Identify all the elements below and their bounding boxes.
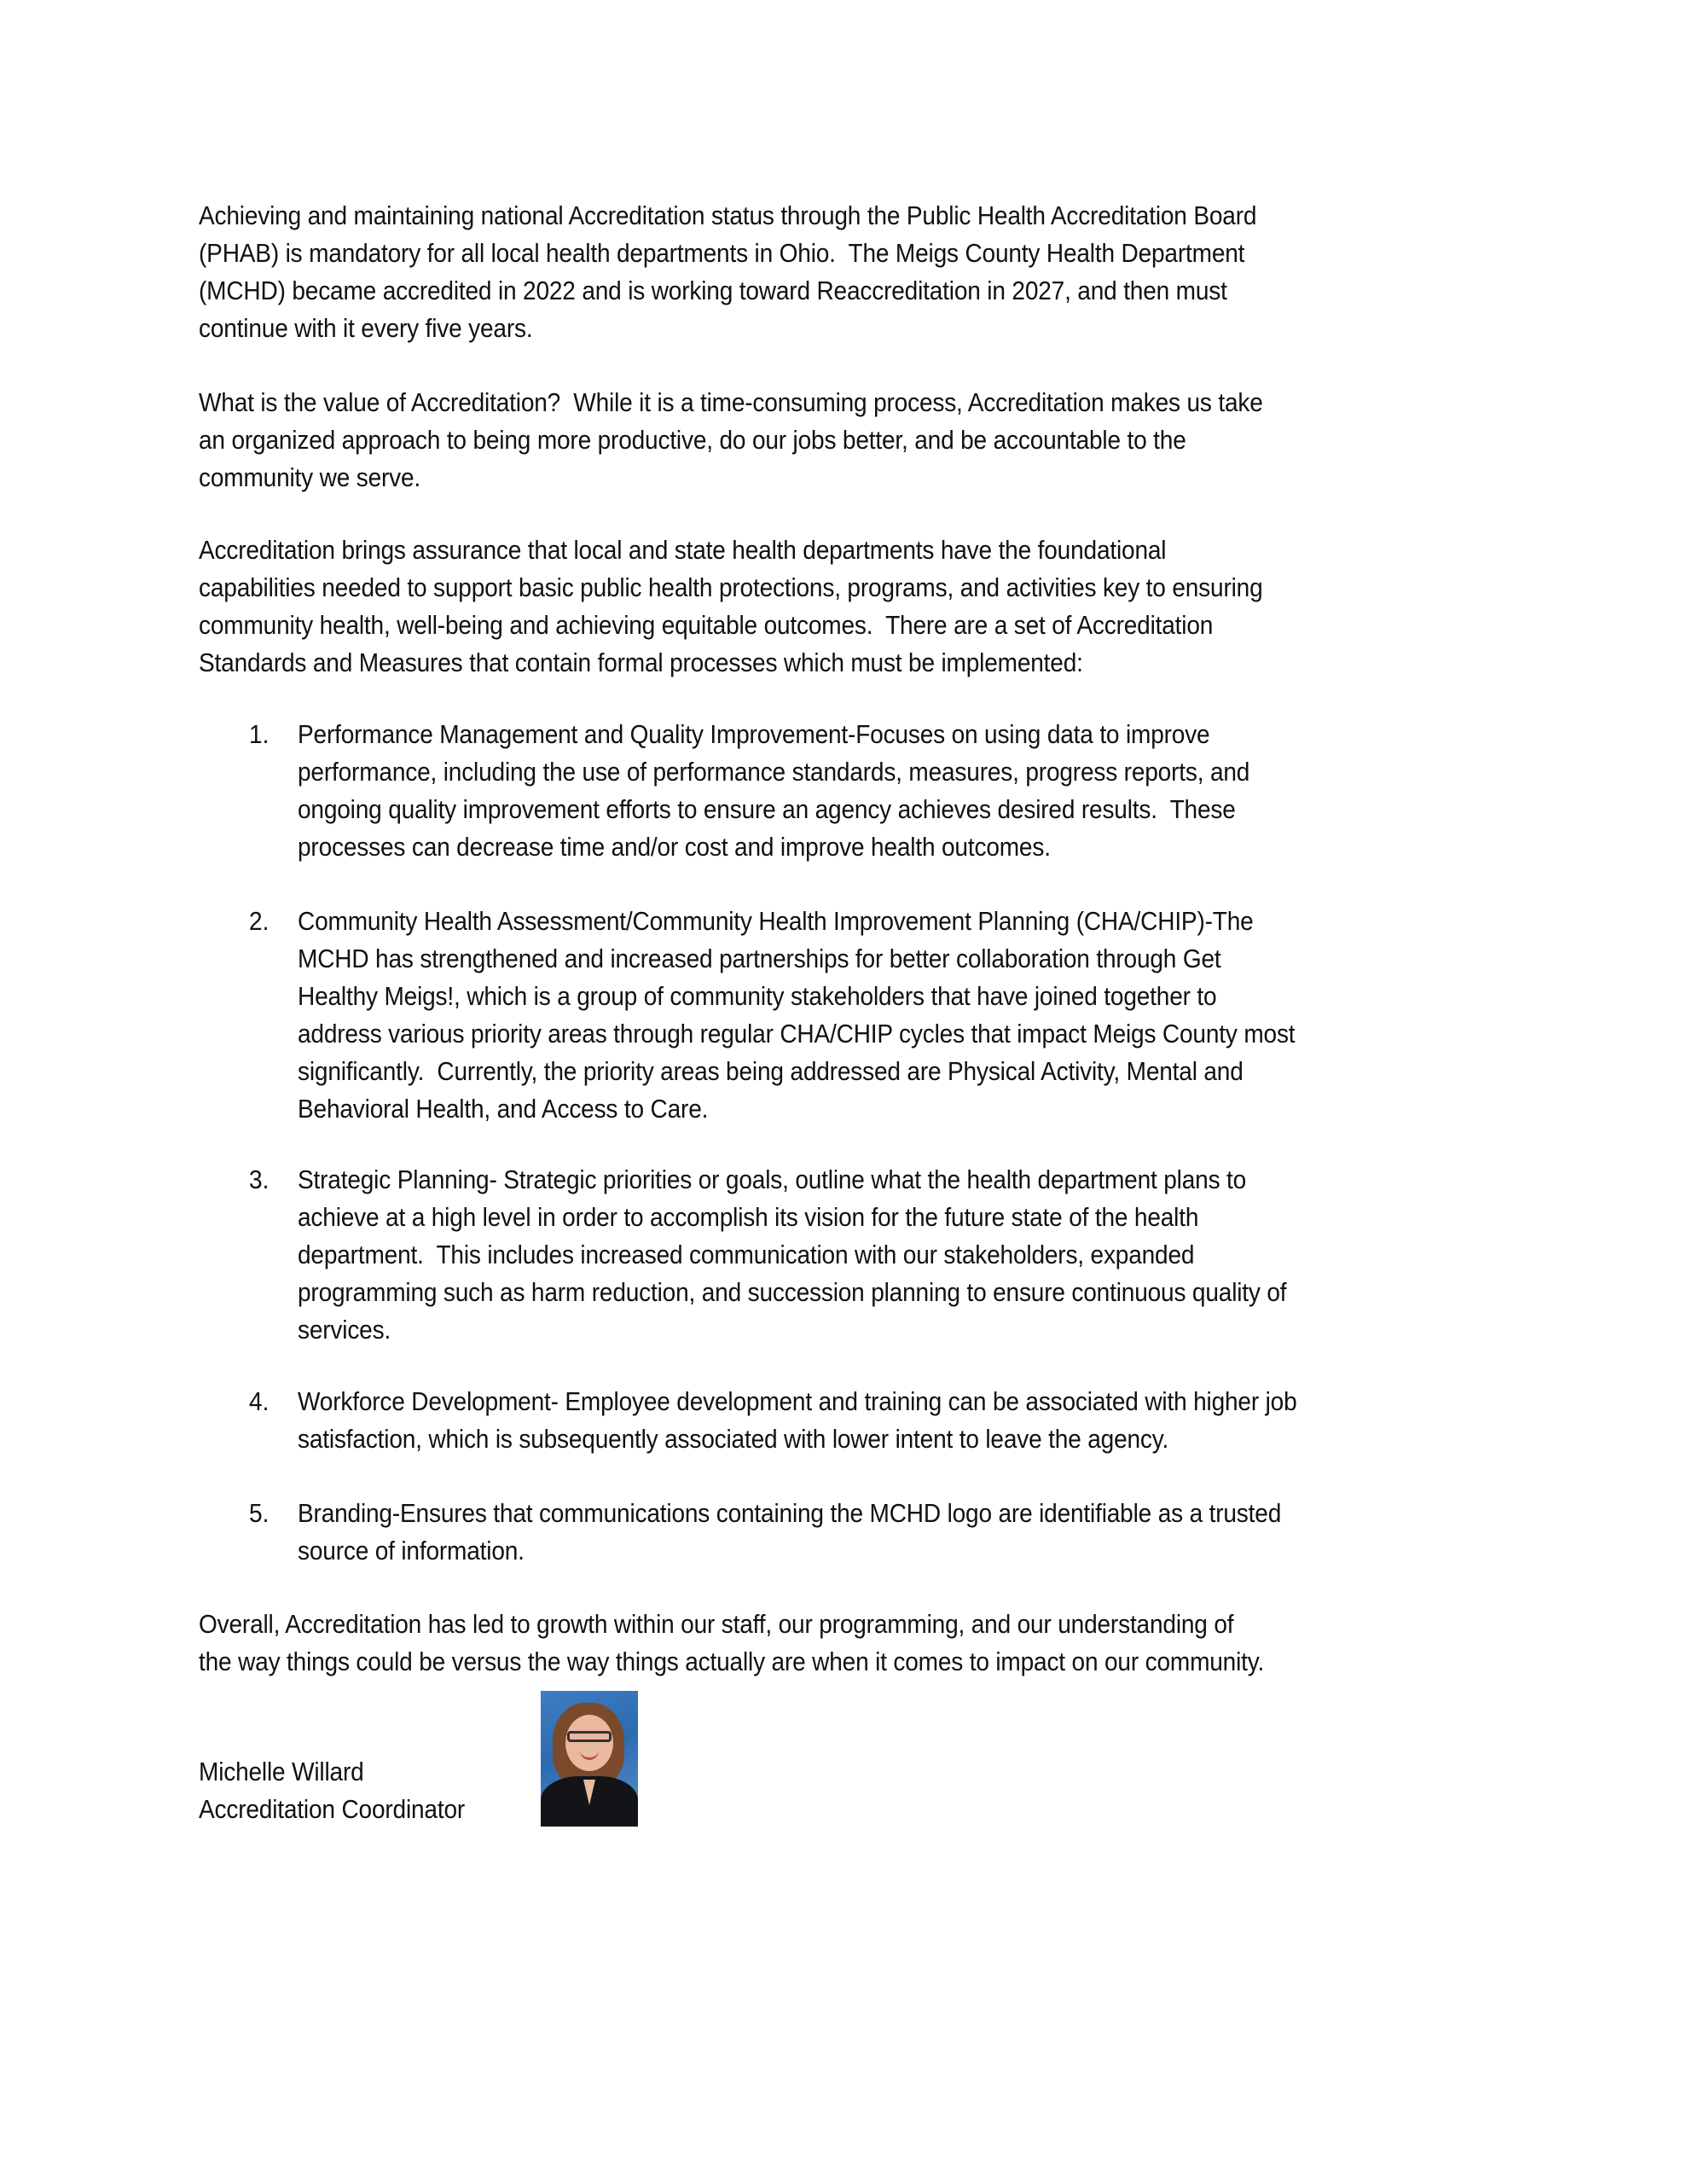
paragraph-line: community we serve. bbox=[199, 462, 421, 492]
list-line: services. bbox=[298, 1315, 391, 1345]
list-line: MCHD has strengthened and increased partnerships for better collaboration through Get bbox=[298, 944, 1221, 973]
paragraph-line: community health, well-being and achieving equitable outcomes. There are a set of Accreditation bbox=[199, 610, 1214, 640]
list-line: address various priority areas through regular CHA/CHIP cycles that impact Meigs County most bbox=[298, 1019, 1296, 1048]
list-number: 1. bbox=[249, 719, 270, 749]
signature-title: Accreditation Coordinator bbox=[199, 1794, 466, 1824]
list-line: Workforce Development- Employee development and training can be associated with higher job bbox=[298, 1386, 1297, 1416]
list-line: Performance Management and Quality Improvement-Focuses on using data to improve bbox=[298, 719, 1210, 749]
list-line: Strategic Planning- Strategic priorities or goals, outline what the health department plans to bbox=[298, 1165, 1247, 1194]
paragraph-line: Overall, Accreditation has led to growth within our staff, our programming, and our understanding of bbox=[199, 1609, 1234, 1639]
paragraph-line: an organized approach to being more productive, do our jobs better, and be accountable to the bbox=[199, 425, 1186, 455]
paragraph-line: What is the value of Accreditation? While it is a time-consuming process, Accreditation makes us take bbox=[199, 387, 1263, 417]
list-number: 5. bbox=[249, 1498, 270, 1528]
list-line: satisfaction, which is subsequently associated with lower intent to leave the agency. bbox=[298, 1424, 1169, 1454]
list-line: ongoing quality improvement efforts to ensure an agency achieves desired results. These bbox=[298, 794, 1236, 824]
signature-name: Michelle Willard bbox=[199, 1757, 364, 1786]
list-line: source of information. bbox=[298, 1536, 525, 1565]
portrait-photo bbox=[541, 1691, 638, 1827]
list-line: programming such as harm reduction, and succession planning to ensure continuous quality of bbox=[298, 1277, 1287, 1307]
paragraph-line: (PHAB) is mandatory for all local health departments in Ohio. The Meigs County Health Department bbox=[199, 238, 1245, 268]
paragraph-line: the way things could be versus the way things actually are when it comes to impact on our community. bbox=[199, 1647, 1265, 1676]
paragraph-line: Achieving and maintaining national Accreditation status through the Public Health Accreditation Board bbox=[199, 200, 1257, 230]
paragraph-line: (MCHD) became accredited in 2022 and is working toward Reaccreditation in 2027, and then must bbox=[199, 276, 1227, 305]
list-number: 2. bbox=[249, 906, 270, 936]
list-number: 4. bbox=[249, 1386, 270, 1416]
list-line: Healthy Meigs!, which is a group of community stakeholders that have joined together to bbox=[298, 981, 1217, 1011]
list-line: Branding-Ensures that communications containing the MCHD logo are identifiable as a trusted bbox=[298, 1498, 1282, 1528]
paragraph-line: Accreditation brings assurance that local and state health departments have the foundational bbox=[199, 535, 1167, 565]
paragraph-line: Standards and Measures that contain formal processes which must be implemented: bbox=[199, 648, 1083, 677]
list-line: significantly. Currently, the priority areas being addressed are Physical Activity, Mental and bbox=[298, 1056, 1244, 1086]
list-line: performance, including the use of performance standards, measures, progress reports, and bbox=[298, 757, 1250, 787]
paragraph-line: capabilities needed to support basic public health protections, programs, and activities key to ensuring bbox=[199, 572, 1263, 602]
paragraph-line: continue with it every five years. bbox=[199, 313, 533, 343]
list-line: achieve at a high level in order to accomplish its vision for the future state of the health bbox=[298, 1202, 1199, 1232]
list-line: department. This includes increased communication with our stakeholders, expanded bbox=[298, 1240, 1195, 1269]
list-line: Behavioral Health, and Access to Care. bbox=[298, 1094, 709, 1124]
list-line: processes can decrease time and/or cost and improve health outcomes. bbox=[298, 832, 1051, 862]
list-number: 3. bbox=[249, 1165, 270, 1194]
list-line: Community Health Assessment/Community Health Improvement Planning (CHA/CHIP)-The bbox=[298, 906, 1254, 936]
